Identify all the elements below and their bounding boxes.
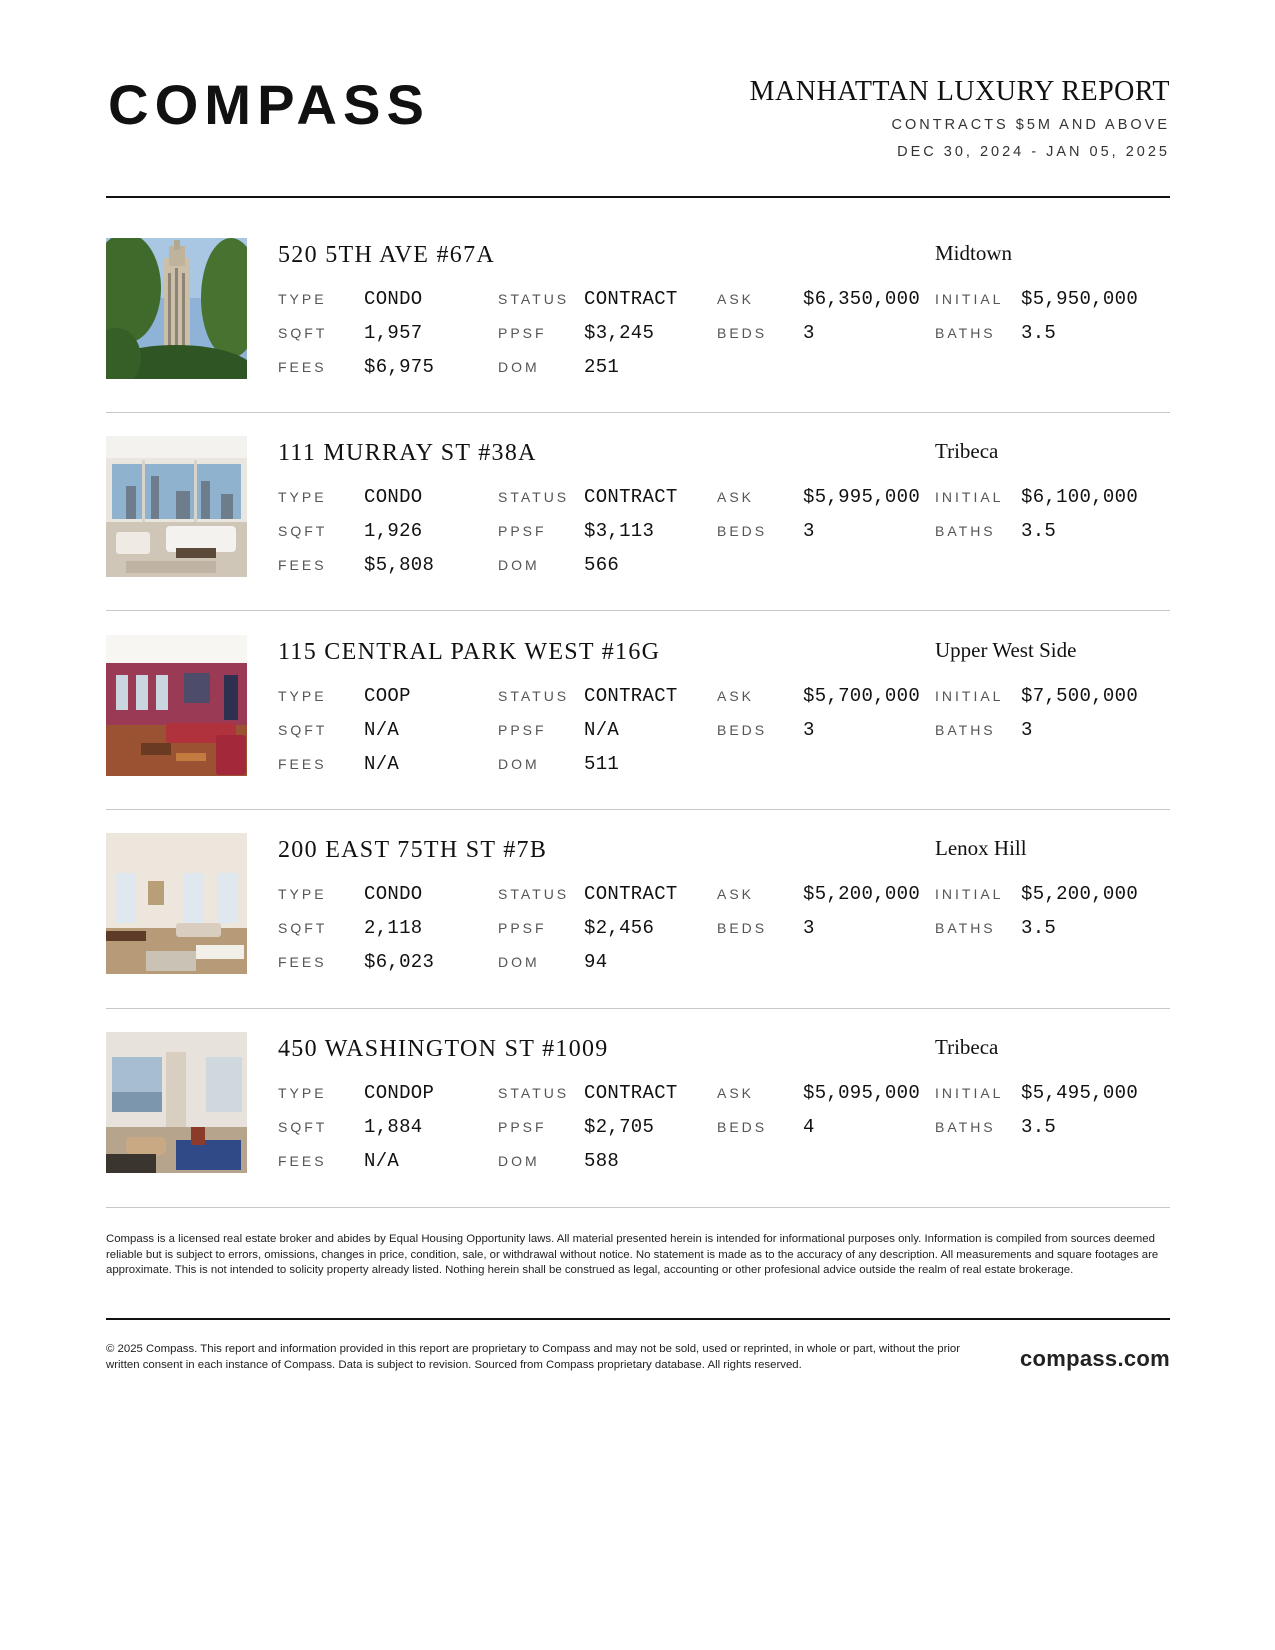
ask-label: ASK — [717, 886, 755, 902]
dom-value: 511 — [584, 753, 620, 775]
type-label: TYPE — [278, 886, 327, 902]
legal-disclaimer: Compass is a licensed real estate broker and abides by Equal Housing Opportunity laws. All material presented herein is intended for informational purposes only. Information is compiled from sources deemed reliable but is subject to errors, omissions, changes in price, condition, sale, or withdrawal without notice. No statement is made as to the accuracy of any description. All measurements and square footages are approximate. This is not intended to solicity property already listed. Nothing herein shall be construed as legal, accounting or other profesional advice outside the realm of real estate brokerage. — [106, 1233, 1159, 1277]
status-value: CONTRACT — [584, 486, 678, 508]
fees-value: $6,975 — [364, 356, 435, 378]
type-label: TYPE — [278, 688, 327, 704]
beds-label: BEDS — [717, 920, 768, 936]
initial-value: $5,950,000 — [1021, 288, 1139, 310]
dom-label: DOM — [498, 954, 540, 970]
beds-value: 3 — [803, 520, 815, 542]
dom-value: 566 — [584, 554, 620, 576]
beds-value: 3 — [803, 719, 815, 741]
initial-label: INITIAL — [935, 688, 1004, 704]
listing-divider — [106, 809, 1170, 810]
compass-logo-wordmark — [108, 76, 432, 132]
type-label: TYPE — [278, 291, 327, 307]
fees-label: FEES — [278, 1153, 327, 1169]
listing-divider — [106, 412, 1170, 413]
red-living-room-photo — [106, 635, 247, 776]
type-value: CONDO — [364, 288, 423, 310]
listing-neighborhood: Tribeca — [935, 1035, 999, 1059]
baths-value: 3.5 — [1021, 520, 1057, 542]
initial-value: $5,200,000 — [1021, 883, 1139, 905]
ask-value: $5,700,000 — [803, 685, 921, 707]
baths-label: BATHS — [935, 920, 996, 936]
status-value: CONTRACT — [584, 883, 678, 905]
sqft-label: SQFT — [278, 920, 328, 936]
initial-label: INITIAL — [935, 1085, 1004, 1101]
ppsf-label: PPSF — [498, 325, 547, 341]
beds-value: 4 — [803, 1116, 815, 1138]
listing-address: 115 CENTRAL PARK WEST #16G — [278, 639, 661, 665]
type-value: CONDOP — [364, 1082, 435, 1104]
type-value: CONDO — [364, 883, 423, 905]
svg-text:COMPASS: COMPASS — [108, 76, 430, 132]
baths-label: BATHS — [935, 722, 996, 738]
baths-value: 3.5 — [1021, 917, 1057, 939]
compass-logo — [108, 76, 432, 132]
dom-label: DOM — [498, 756, 540, 772]
fees-value: N/A — [364, 753, 400, 775]
listing-divider — [106, 610, 1170, 611]
listing-address: 450 WASHINGTON ST #1009 — [278, 1036, 609, 1062]
initial-label: INITIAL — [935, 291, 1004, 307]
bright-living-room-photo — [106, 833, 247, 974]
beds-value: 3 — [803, 917, 815, 939]
sqft-value: 1,957 — [364, 322, 423, 344]
baths-label: BATHS — [935, 1119, 996, 1135]
listing-card — [106, 436, 1170, 601]
living-room-skyline-photo — [106, 436, 247, 577]
ask-label: ASK — [717, 291, 755, 307]
beds-label: BEDS — [717, 1119, 768, 1135]
type-label: TYPE — [278, 1085, 327, 1101]
initial-value: $5,495,000 — [1021, 1082, 1139, 1104]
report-date-range: DEC 30, 2024 - JAN 05, 2025 — [897, 144, 1170, 160]
sqft-value: N/A — [364, 719, 400, 741]
listing-divider — [106, 1207, 1170, 1208]
report-header — [106, 70, 1170, 200]
footer-divider — [106, 1318, 1170, 1320]
status-label: STATUS — [498, 489, 570, 505]
sqft-value: 1,926 — [364, 520, 423, 542]
baths-value: 3.5 — [1021, 1116, 1057, 1138]
listing-card — [106, 238, 1170, 403]
baths-value: 3.5 — [1021, 322, 1057, 344]
listing-card — [106, 833, 1170, 998]
listing-card — [106, 635, 1170, 800]
beds-label: BEDS — [717, 722, 768, 738]
ask-label: ASK — [717, 489, 755, 505]
sqft-label: SQFT — [278, 325, 328, 341]
ask-value: $5,995,000 — [803, 486, 921, 508]
dom-label: DOM — [498, 1153, 540, 1169]
initial-label: INITIAL — [935, 886, 1004, 902]
ppsf-value: $3,245 — [584, 322, 655, 344]
sqft-label: SQFT — [278, 722, 328, 738]
ppsf-label: PPSF — [498, 523, 547, 539]
ppsf-label: PPSF — [498, 722, 547, 738]
type-label: TYPE — [278, 489, 327, 505]
status-label: STATUS — [498, 688, 570, 704]
tower-exterior-photo — [106, 238, 247, 379]
website-link[interactable]: compass.com — [1019, 1346, 1170, 1371]
dom-label: DOM — [498, 359, 540, 375]
ppsf-value: $3,113 — [584, 520, 655, 542]
listing-neighborhood: Midtown — [935, 241, 1013, 265]
river-view-living-room-photo — [106, 1032, 247, 1173]
sqft-value: 2,118 — [364, 917, 423, 939]
ask-value: $5,200,000 — [803, 883, 921, 905]
fees-label: FEES — [278, 954, 327, 970]
initial-value: $7,500,000 — [1021, 685, 1139, 707]
fees-label: FEES — [278, 756, 327, 772]
copyright-notice: © 2025 Compass. This report and information provided in this report are proprietary to Compass and may not be sold, used or reprinted, in whole or part, without the prior written consent in each instance of Compass. Data is subject to revision. Sourced from Compass proprietary database. All rights reserved. — [106, 1343, 961, 1371]
dom-value: 588 — [584, 1150, 620, 1172]
dom-value: 94 — [584, 951, 608, 973]
listing-address: 520 5TH AVE #67A — [278, 242, 496, 268]
baths-label: BATHS — [935, 523, 996, 539]
status-label: STATUS — [498, 886, 570, 902]
ask-label: ASK — [717, 1085, 755, 1101]
listing-neighborhood: Upper West Side — [935, 638, 1077, 662]
initial-value: $6,100,000 — [1021, 486, 1139, 508]
status-value: CONTRACT — [584, 288, 678, 310]
listing-divider — [106, 1008, 1170, 1009]
baths-label: BATHS — [935, 325, 996, 341]
listing-neighborhood: Tribeca — [935, 439, 999, 463]
ppsf-value: N/A — [584, 719, 620, 741]
ppsf-value: $2,705 — [584, 1116, 655, 1138]
sqft-label: SQFT — [278, 523, 328, 539]
beds-label: BEDS — [717, 325, 768, 341]
beds-value: 3 — [803, 322, 815, 344]
status-value: CONTRACT — [584, 685, 678, 707]
ask-label: ASK — [717, 688, 755, 704]
listing-card — [106, 1032, 1170, 1197]
baths-value: 3 — [1021, 719, 1033, 741]
sqft-value: 1,884 — [364, 1116, 423, 1138]
status-value: CONTRACT — [584, 1082, 678, 1104]
ppsf-value: $2,456 — [584, 917, 655, 939]
fees-value: $6,023 — [364, 951, 435, 973]
fees-label: FEES — [278, 557, 327, 573]
report-title: MANHATTAN LUXURY REPORT — [749, 76, 1170, 107]
beds-label: BEDS — [717, 523, 768, 539]
fees-value: $5,808 — [364, 554, 435, 576]
fees-label: FEES — [278, 359, 327, 375]
dom-label: DOM — [498, 557, 540, 573]
header-divider — [106, 196, 1170, 198]
ppsf-label: PPSF — [498, 920, 547, 936]
status-label: STATUS — [498, 291, 570, 307]
dom-value: 251 — [584, 356, 620, 378]
listing-address: 111 MURRAY ST #38A — [278, 440, 537, 466]
sqft-label: SQFT — [278, 1119, 328, 1135]
report-subtitle: CONTRACTS $5M AND ABOVE — [891, 117, 1170, 133]
type-value: COOP — [364, 685, 411, 707]
initial-label: INITIAL — [935, 489, 1004, 505]
ask-value: $5,095,000 — [803, 1082, 921, 1104]
listing-address: 200 EAST 75TH ST #7B — [278, 837, 548, 863]
type-value: CONDO — [364, 486, 423, 508]
status-label: STATUS — [498, 1085, 570, 1101]
ppsf-label: PPSF — [498, 1119, 547, 1135]
ask-value: $6,350,000 — [803, 288, 921, 310]
listing-neighborhood: Lenox Hill — [935, 836, 1027, 860]
fees-value: N/A — [364, 1150, 400, 1172]
